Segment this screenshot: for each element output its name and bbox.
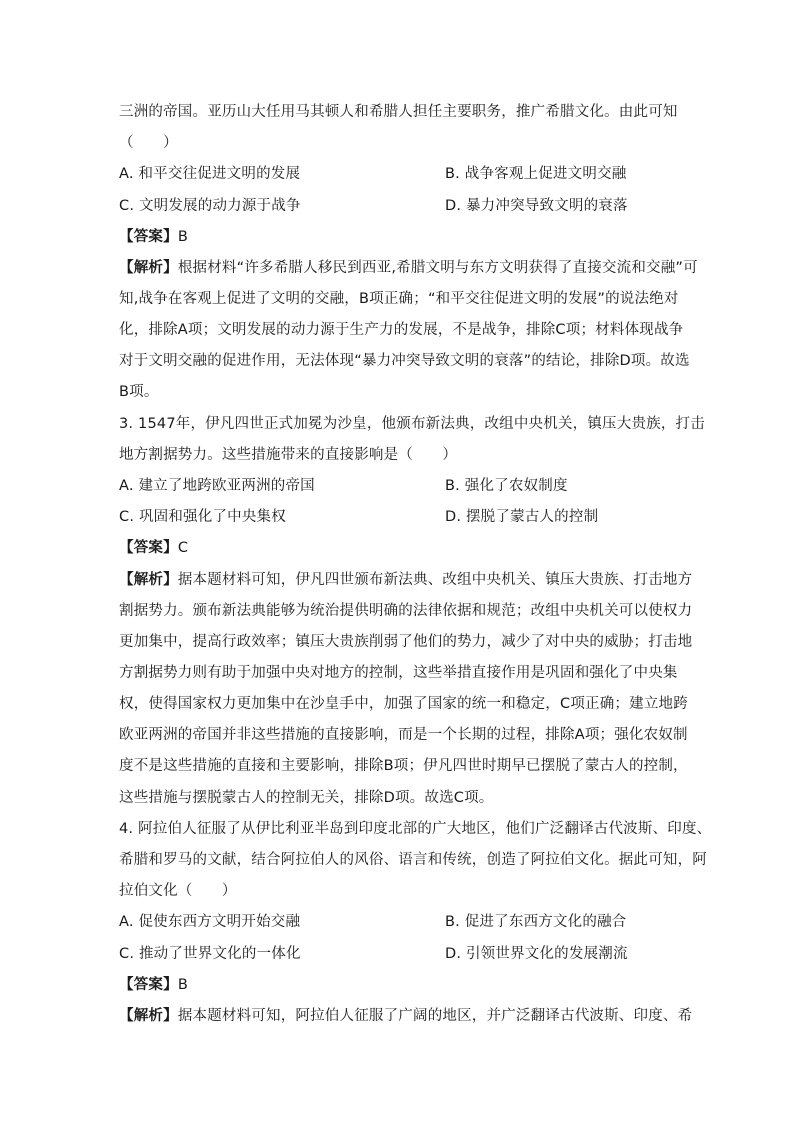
q3-stem-line: 地方割据势力。这些措施带来的直接影响是（ ） [119,447,458,463]
q3-option-c: C. 巩固和强化了中央集权 [119,509,286,525]
q4-option-c: C. 推动了世界文化的一体化 [119,946,301,962]
q3-stem-line: 3. 1547年，伊凡四世正式加冕为沙皇，他颁布新法典，改组中央机关，镇压大贵族，打击 [119,416,705,432]
q4-answer [119,975,188,995]
q2-option-c: C. 文明发展的动力源于战争 [119,198,301,214]
q2-analysis-line [119,258,698,278]
answer-label: 【答案】 [119,229,178,245]
q3-analysis-line: 割据势力。颁布新法典能够为统治提供明确的法律依据和规范；改组中央机关可以使权力 [119,603,693,619]
q3-analysis-line: 欧亚两洲的帝国并非这些措施的直接影响，而是一个长期的过程，排除A项；强化农奴制 [119,727,688,743]
q3-answer [119,538,188,558]
q3-analysis-line [119,570,692,590]
q2-paren: （ ） [119,135,178,151]
q4-analysis-line [119,1006,692,1026]
analysis-label: 【解析】 [119,1008,178,1024]
analysis-text: 根据材料“许多希腊人移民到西亚,希腊文明与东方文明获得了直接交流和交融”可 [177,260,698,276]
answer-value: C [177,540,189,556]
q2-option-b: B. 战争客观上促进文明交融 [445,166,627,182]
q2-option-d: D. 暴力冲突导致文明的衰落 [445,198,628,214]
q3-analysis-line: 更加集中，提高行政效率；镇压大贵族削弱了他们的势力，减少了对中央的威胁；打击地 [119,634,693,650]
q4-option-a: A. 促使东西方文明开始交融 [119,914,301,930]
q3-analysis-line: 度不是这些措施的直接和主要影响，排除B项；伊凡四世时期早已摆脱了蒙古人的控制， [119,758,688,774]
answer-label: 【答案】 [119,977,178,993]
q3-analysis-line: 这些措施与摆脱蒙古人的控制无关，排除D项。故选C项。 [119,790,494,806]
q4-option-d: D. 引领世界文化的发展潮流 [445,946,628,962]
q4-stem-line: 拉伯文化（ ） [119,883,237,899]
q2-option-a: A. 和平交往促进文明的发展 [119,166,301,182]
analysis-text: 据本题材料可知，阿拉伯人征服了广阔的地区，并广泛翻译古代波斯、印度、希 [177,1008,693,1024]
q4-stem-line: 4. 阿拉伯人征服了从伊比利亚半岛到印度北部的广大地区，他们广泛翻译古代波斯、印度、 [119,821,712,837]
answer-value: B [177,977,188,993]
q2-analysis-line: 对于文明交融的促进作用，无法体现“暴力冲突导致文明的衰落”的结论，排除D项。故选 [119,353,690,369]
q2-analysis-line: 化，排除A项；文明发展的动力源于生产力的发展，不是战争，排除C项；材料体现战争 [119,322,684,338]
analysis-label: 【解析】 [119,260,178,276]
q2-analysis-line: 知,战争在客观上促进了文明的交融，B项正确；“和平交往促进文明的发展”的说法绝对 [119,291,679,307]
q2-stem-line: 三洲的帝国。亚历山大任用马其顿人和希腊人担任主要职务，推广希腊文化。由此可知 [119,104,678,120]
q3-analysis-line: 权，使得国家权力更加集中在沙皇手中，加强了国家的统一和稳定，C项正确；建立地跨 [119,696,688,712]
answer-value: B [177,229,188,245]
q3-option-b: B. 强化了农奴制度 [445,478,568,494]
q4-stem-line: 希腊和罗马的文献，结合阿拉伯人的风俗、语言和传统，创造了阿拉伯文化。据此可知，阿 [119,852,707,868]
analysis-text: 据本题材料可知，伊凡四世颁布新法典、改组中央机关、镇压大贵族、打击地方 [177,572,693,588]
q2-analysis-line: B项。 [119,384,159,400]
q3-option-d: D. 摆脱了蒙古人的控制 [445,509,599,525]
answer-label: 【答案】 [119,540,178,556]
q3-analysis-line: 方割据势力则有助于加强中央对地方的控制，这些举措直接作用是巩固和强化了中央集 [119,665,678,681]
analysis-label: 【解析】 [119,572,178,588]
q2-answer [119,227,188,247]
q4-option-b: B. 促进了东西方文化的融合 [445,914,627,930]
q3-option-a: A. 建立了地跨欧亚两洲的帝国 [119,478,315,494]
